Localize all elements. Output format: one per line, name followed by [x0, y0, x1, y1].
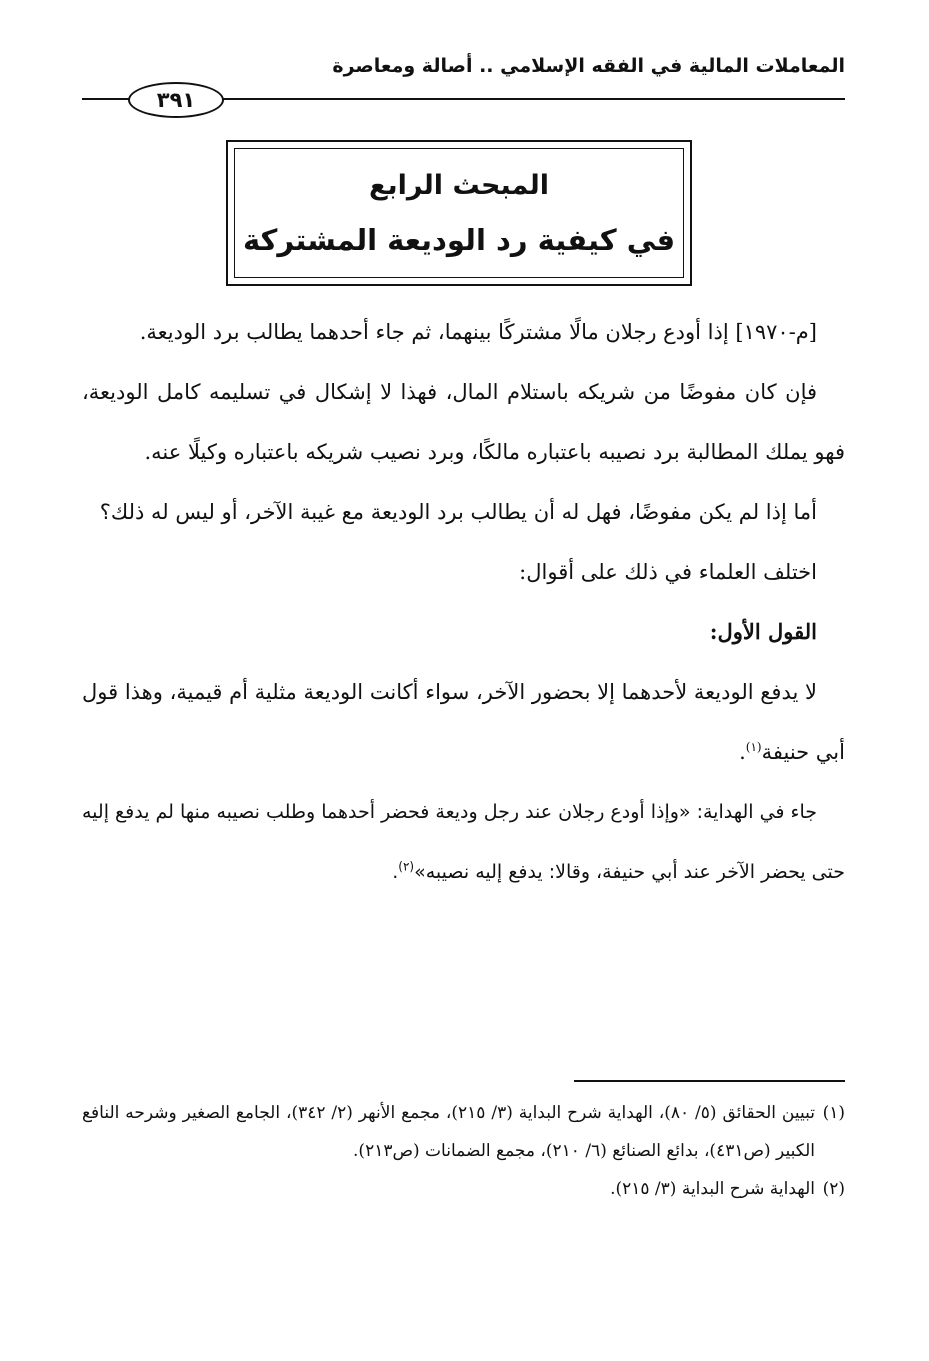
section-title-inner-frame [234, 148, 684, 278]
paragraph-6 [82, 782, 845, 902]
paragraph-6-text: جاء في الهداية: «وإذا أودع رجلان عند رجل وديعة فحضر أحدهما وطلب نصيبه منها لم يدفع إليه حتى يحضر الآخر عند أبي حنيفة، وقالا: يدفع إليه نصيبه» [82, 801, 845, 883]
footnotes [82, 1094, 845, 1208]
paragraph-5 [82, 662, 845, 782]
paragraph-5-end: . [739, 740, 746, 764]
paragraph-1: [م-١٩٧٠] إذا أودع رجلان مالًا مشتركًا بينهما، ثم جاء أحدهما يطالب برد الوديعة. [139, 320, 817, 344]
footnote-1-number: (١) [822, 1103, 845, 1123]
footnote-ref-2: (٢) [398, 859, 415, 874]
running-header: المعاملات المالية في الفقه الإسلامي .. أصالة ومعاصرة [332, 55, 845, 77]
paragraph-6-end: . [392, 861, 399, 883]
paragraph-4: اختلف العلماء في ذلك على أقوال: [519, 560, 817, 584]
footnote-2 [82, 1170, 845, 1208]
footnote-separator [574, 1080, 845, 1082]
paragraph-5-text: لا يدفع الوديعة لأحدهما إلا بحضور الآخر، سواء أكانت الوديعة مثلية أم قيمية، وهذا قول أبي حنيفة [82, 680, 845, 764]
footnote-1-text: تبيين الحقائق (٥/ ٨٠)، الهداية شرح البداية (٣/ ٢١٥)، مجمع الأنهر (٢/ ٣٤٢)، الجامع الصغير وشرحه النافع الكبير (ص٤٣١)، بدائع الصنائع (٦/ ٢١٠)، مجمع الضمانات (ص٢١٣). [82, 1103, 815, 1161]
section-title-line-1: المبحث الرابع [369, 170, 549, 201]
footnote-2-text: الهداية شرح البداية (٣/ ٢١٥). [610, 1179, 815, 1199]
body-text [82, 302, 845, 902]
footnote-ref-1: (١) [745, 740, 762, 754]
paragraph-3: أما إذا لم يكن مفوضًا، فهل له أن يطالب برد الوديعة مع غيبة الآخر، أو ليس له ذلك؟ [99, 500, 817, 524]
section-title-frame [226, 140, 692, 286]
footnote-1 [82, 1094, 845, 1170]
page-number-badge: ٣٩١ [128, 82, 224, 118]
footnote-2-number: (٢) [822, 1179, 845, 1199]
paragraph-2: فإن كان مفوضًا من شريكه باستلام المال، فهذا لا إشكال في تسليمه كامل الوديعة، فهو يملك المطالبة برد نصيبه باعتباره مالكًا، وبرد نصيب شريكه باعتباره وكيلًا عنه. [82, 380, 845, 464]
section-title-line-2: في كيفية رد الوديعة المشتركة [242, 223, 676, 257]
first-opinion-heading: القول الأول: [709, 619, 817, 644]
